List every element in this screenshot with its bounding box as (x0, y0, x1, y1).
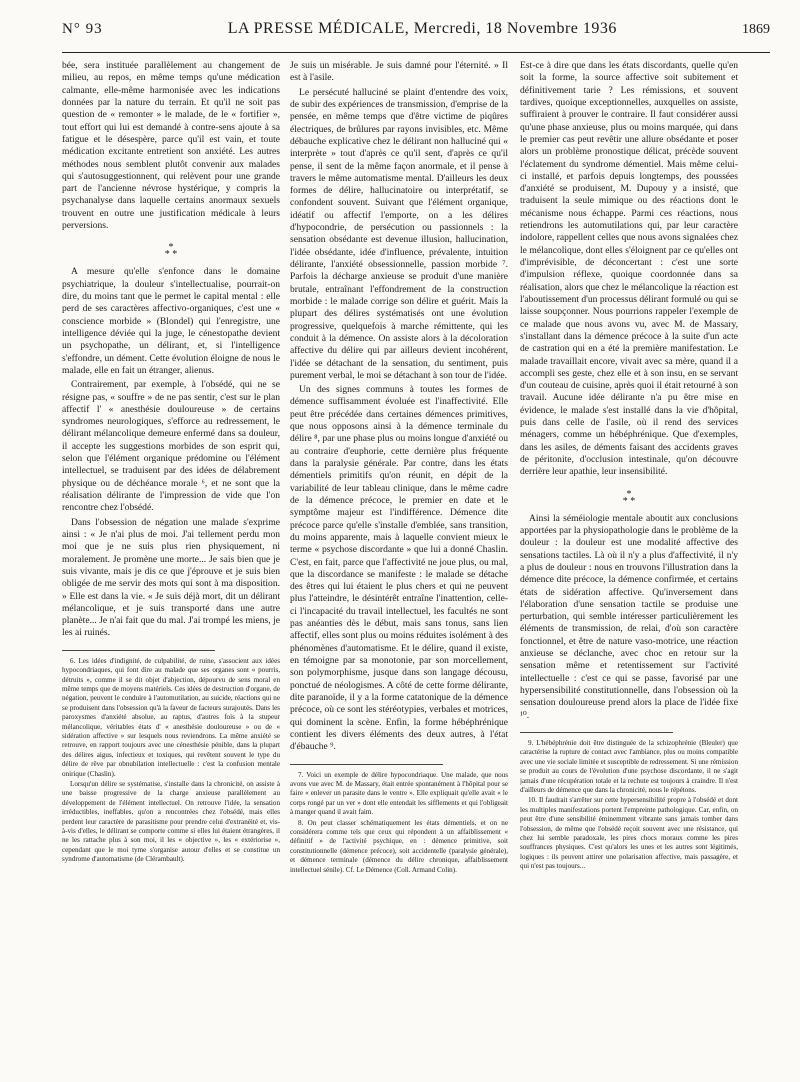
paragraph: Je suis un misérable. Je suis damné pour l'éternité. » Il est à l'asile. (290, 60, 508, 84)
section-separator: * * * (622, 488, 636, 507)
paragraph: Est-ce à dire que dans les états discordants, quelle qu'en soit la forme, la source affective soit subitement et définitivement tarie ? Les rémissions, et souvent tardives, quoique exceptionnelles, auxquelles on assiste, suffiraient à prouver le contraire. Il faut considérer aussi qu'une phase anxieuse, plus ou moins marquée, qui dans le premier cas peut revêtir une allure obsédante et poser alors un problème pronostique délicat, précède souvent l'éclatement du syndrome démentiel. Mais même celui-ci installé, et parfois depuis longtemps, des poussées d'anxiété se produisent, M. Dupouy y a insisté, que traduisent la seule mimique ou des réactions dont le mécanisme nous échappe. Parmi ces réactions, nous retiendrons les automutilations qui, par leur caractère indolore, rappellent celles que nous avons signalées chez le mélancolique, dont elles s'éloignent par ce qu'elles ont d'imprévisible, de déconcertant : c'est une sorte d'impulsion réflexe, quoique coordonnée dans sa réalisation, alors que chez le mélancolique la réaction est l'aboutissement d'un processus délirant formulé ou qui se laisse soupçonner. Nous pourrions rappeler l'exemple de ce malade que nous avons vu, avec M. de Massary, s'installant dans la démence précoce à la suite d'un acte de castration qui en a été la première manifestation. Le malade travaillait encore, vivait avec sa mère, quand il a accompli ses geste, chez elle et à son insu, en se servant d'un couteau de cuisine, après quoi il était retourné à son travail. Aucune idée délirante n'a pu être mise en évidence, le malade s'est installé dans la vie d'hôpital, puis dans celle de l'asile, où il rend des services ménagers, comme un hébéphrénique. Que d'exemples, dans les asiles, de déments faisant des accidents graves de péritonite, d'occlusion intestinale, qu'on découvre derrière leur apathie, leur insensibilité. (520, 60, 738, 478)
footnote-rule (62, 650, 215, 651)
footnote-6-continued: Lorsqu'un délire se systématise, s'installe dans la chronicité, on assiste à une baisse progressive de la charge anxieuse parallèlement au développement de l'élément intellectuel. On retrouve l'idée, la sensation irréductibles, ineffables, qu'on a rencontrées chez l'obsédé, mais elles perdent leur caractère de parasitisme pour prendre celui d'extranéité et, vis-à-vis d'elles, le délirant se comporte comme si elles lui étaient étrangères, il ne les rattache plus à son moi, il les « objective », les « extériorise », cependant que le moi tyme s'organise autour d'elles et se constitue un syndrome d'automatisme (de Clérambault). (62, 780, 280, 864)
paragraph: Contrairement, par exemple, à l'obsédé, qui ne se résigne pas, « souffre » de ne pas sentir, c'est sur le plan affectif l' « anesthésie douloureuse » de certains syndromes neurologiques, s'efforce au redressement, le délirant mélancolique demeure enfermé dans sa douleur, il accepte les suggestions morbides de son esprit qui, selon que l'élément organique prédomine ou l'élément intellectuel, se traduisent par des idées de délabrement physique ou de déchéance morale ⁶, et ne sont que la réalisation délirante de l'impression de vide que l'on rencontre chez l'obsédé. (62, 379, 280, 514)
paragraph: Dans l'obsession de négation une malade s'exprime ainsi : « Je n'ai plus de moi. J'ai tellement perdu mon moi que je ne suis plus rien physiquement, ni moralement. Je promène une morte... Je sais bien que je suis vivante, mais je dis ce que j'éprouve et je suis bien obligée de me servir des mots qui sont à ma disposition. » Elle est dans la vie. « Je suis déjà mort, dit un délirant mélancolique, et je suis transporté dans une autre planète... Je n'ai fait que du mal. J'ai trompé les miens, je les ai ruinés. (62, 516, 280, 639)
paragraph: Un des signes communs à toutes les formes de démence suffisamment évoluée est l'inaffectivité. Elle peut être précédée dans certaines démences primitives, que nous opposons ainsi à la démence terminale du délire ⁸, par une phase plus ou moins longue d'anxiété ou au contraire d'euphorie, cette dernière plus fréquente dans la paralysie générale. Par contre, dans les états démentiels primitifs qu'on réunit, en dépit de la variabilité de leur tableau clinique, dans le même cadre de la démence précoce, le premier en date et le symptôme majeur est l'indifférence. Démence dite précoce parce qu'elle s'installe d'emblée, sans transition, du moins apparente, mais à laquelle convient mieux le terme « psychose discordante » que lui a donné Chaslin. C'est, en fait, parce que l'affectivité ne joue plus, ou mal, que la discordance se manifeste : le malade se détache des êtres qui lui étaient le plus chers et qui ne peuvent plus l'atteindre, le désintérêt entraîne l'inattention, celle-ci l'incapacité du travail intellectuel, les facultés ne sont pas anéanties dès le début, mais sans tonus, sans lien affectif, elles sont plus ou moins réduites isolément à des phénomènes d'automatisme. Et le délire, quand il existe, en témoigne par sa monotonie, par son morcellement, son polymorphisme, jusque dans son langage décousu, ponctué de néologismes. A côté de cette forme délirante, dite paranoïde, il y a la forme catatonique de la démence précoce, où ce sont les stéréotypies, verbales et motrices, qui dominent la scène. Enfin, la forme hébéphrénique contient les divers éléments des deux autres, à l'état d'ébauche ⁹. (290, 384, 508, 753)
footnote-10: 10. Il faudrait s'arrêter sur cette hypersensibilité propre à l'obsédé et dont les multiples manifestations portent l'empreinte pathologique. Car, enfin, on peut être d'une sensibilité éminemment vibrante sans jamais tomber dans l'obsession, de même que l'obsédé reçoit souvent avec une résistance, qui chez lui semble paradoxale, les pires chocs moraux comme les pires souffrances physiques. C'est qu'alors les unes et les autres sont légitimés, logiques : ils peuvent attirer une polarisation affective, mais passagère, et qui n'est pas toujours... (520, 796, 738, 871)
footnote-6: 6. Les idées d'indignité, de culpabilité, de ruine, s'associent aux idées hypocondriaques, qui font dire au malade que ses organes sont « pourris, détruits », comme il se dit objet d'abjection, dépourvu de sens moral en même temps que de moyens matériels. Ces idées de destruction d'organe, de négation, peuvent le conduire à l'automutilation, au suicide, réactions qui ne se produisent dans l'obsession qu'à la faveur de facteurs surajoutés. Dans les paroxysmes d'anxiété absolue, au raptus, d'autres fois à la stupeur mélancolique, véritables états d' « anesthésie douloureuse » ou de « sidération affective » sur lesquels nous reviendrons. La même anxiété se retrouve, en rapport toujours avec une cénesthésie pénible, dans la plupart des délires aigus, infectieux et toxiques, qui revêtent souvent le type du délire de rêve par obnubilation intellectuelle : c'est la confusion mentale onirique (Chaslin). (62, 656, 280, 778)
header-rule (62, 52, 770, 53)
paragraph: A mesure qu'elle s'enfonce dans le domaine psychiatrique, la douleur s'intellectualise, pourrait-on dire, du moins tant que le permet le capital mental : elle perd de ses caractères affectivo-organiques, c'est une « conscience morbide » (Blondel) qui l'enregistre, une intelligence déviée qui la juge, le cénestopathe devient un psychopathe, un délirant, et, si l'intelligence s'effondre, un dément. Cette évolution éloigne de nous le malade, elle en fait un étranger, alienus. (62, 266, 280, 376)
page-number: 1869 (742, 22, 770, 37)
column-3 (520, 60, 738, 1068)
section-separator: * * * (164, 242, 178, 261)
paragraph: Le persécuté halluciné se plaint d'entendre des voix, de subir des expériences de transmission, d'emprise de la pensée, en même temps que d'être victime de piqûres électriques, de brûlures par rayons invisibles, etc. Même débauche explicative chez le délirant non halluciné qui « interprète » tout d'après ce qu'il sent, d'après ce qu'il pense, il sent de la même façon anormale, et il pense à travers le même automatisme mental. D'ailleurs les deux formes de délire, hallucinatoire ou interprétatif, se confondent souvent. Suivant que l'élément organique, idéatif ou affectif l'emporte, on a les délires d'hypocondrie, de persécution ou passionnels : la sensation obsédante est devenue illusion, hallucination, l'idée obsédante, idée d'influence, prévalente, intuition délirante, l'anxiété obsessionnelle, passion morbide ⁷. Parfois la décharge anxieuse se produit d'une manière brutale, entraînant l'effondrement de la construction morbide : le malade corrige son délire et guérit. Mais la plupart des délires systématisés ont une évolution progressive, quelquefois à marche rémittente, qui les conduit à la démence. On assiste alors à la décoloration affective du délire qui par ailleurs devient incohérent, l'idée se détachant de la sensation, du sentiment, puis purement verbal, le moi se détachant à son tour de l'idée. (290, 86, 508, 381)
paragraph: bée, sera instituée parallèlement au changement de milieu, au repos, en même temps qu'une médication calmante, elle-même harmonisée avec les indications données par la nature du terrain. Et qu'il ne soit pas question de « remonter » le malade, de le « fortifier », tout effort qui lui est demandé à contre-sens ajoute à sa fatigue et le désespère, parce qu'il est vain, et toute médication excitante entretient son anxiété. Les autres méthodes nous semblent plutôt convenir aux malades qui s'autosuggestionnent, qui relèvent pour une grande part de l'ancienne névrose hystérique, y compris la psychanalyse dans laquelle certains anormaux sexuels trouvent en outre une justification médicale à leurs perversions. (62, 60, 280, 232)
footnote-rule (290, 764, 443, 765)
paragraph: Ainsi la séméiologie mentale aboutit aux conclusions apportées par la physiopathologie dans le problème de la douleur : la douleur est une modalité affective des sensations tactiles. Là où il n'y a plus d'affectivité, il n'y a plus de douleur : nous en trouvons l'illustration dans la démence dite précoce, la démence confirmée, et certains états de sidération affective. Qu'inversement dans l'élaboration d'une sensation tactile se produise une perturbation, qui semble intéresser particulièrement les éléments de transmission, de relai, d'où son caractère fonctionnel, et être de nature vaso-motrice, une réaction anxieuse se déclanche, avec choc en retour sur la sensation même et retentissement sur l'activité intellectuelle : c'est ce qui se passe, favorisé par une hypersensibilité constitutionnelle, dans l'obsession où la sensation douloureuse prend alors la place de l'idée fixe ¹⁰. (520, 512, 738, 721)
issue-number: N° 93 (62, 21, 103, 37)
page-header (62, 20, 770, 48)
footnote-9: 9. L'hébéphrénie doit être distinguée de la schizophrénie (Bleuler) que caractérise la rupture de contact avec l'ambiance, plus ou moins compatible avec une vie sociale limitée et susceptible de redressement. Si une rémission se produit au cours de l'évolution d'une psychose discordante, il ne s'agit jamais d'une récupération totale et la rechute est toujours à craindre. Il n'est d'ailleurs de démence que dans la chronicité, nous le répétons. (520, 738, 738, 794)
column-1 (62, 60, 280, 1068)
footnote-7: 7. Voici un exemple de délire hypocondriaque. Une malade, que nous avons vue avec M. de Massary, était entrée spontanément à l'hôpital pour se faire « enlever un parasite dans le ventre ». Elle expliquait qu'elle avait « le corps rongé par un ver » dont elle entendait les sifflements et qui l'obligeait à manger quand il avait faim. (290, 770, 508, 817)
column-2 (290, 60, 508, 1068)
footnote-8: 8. On peut classer schématiquement les états démentiels, et on ne considérera comme tels que ceux qui répondent à un affaiblissement « définitif » de l'activité psychique, en : démence primitive, soit constitutionnelle (démence précoce), soit accidentelle (paralysie générale), et démence terminale (démence du délire chronique, affaiblissement intellectuel sénile). Cf. Le Démence (Coll. Armand Colin). (290, 818, 508, 874)
footnote-rule (520, 732, 673, 733)
journal-title: LA PRESSE MÉDICALE, Mercredi, 18 Novembre 1936 (227, 20, 617, 37)
